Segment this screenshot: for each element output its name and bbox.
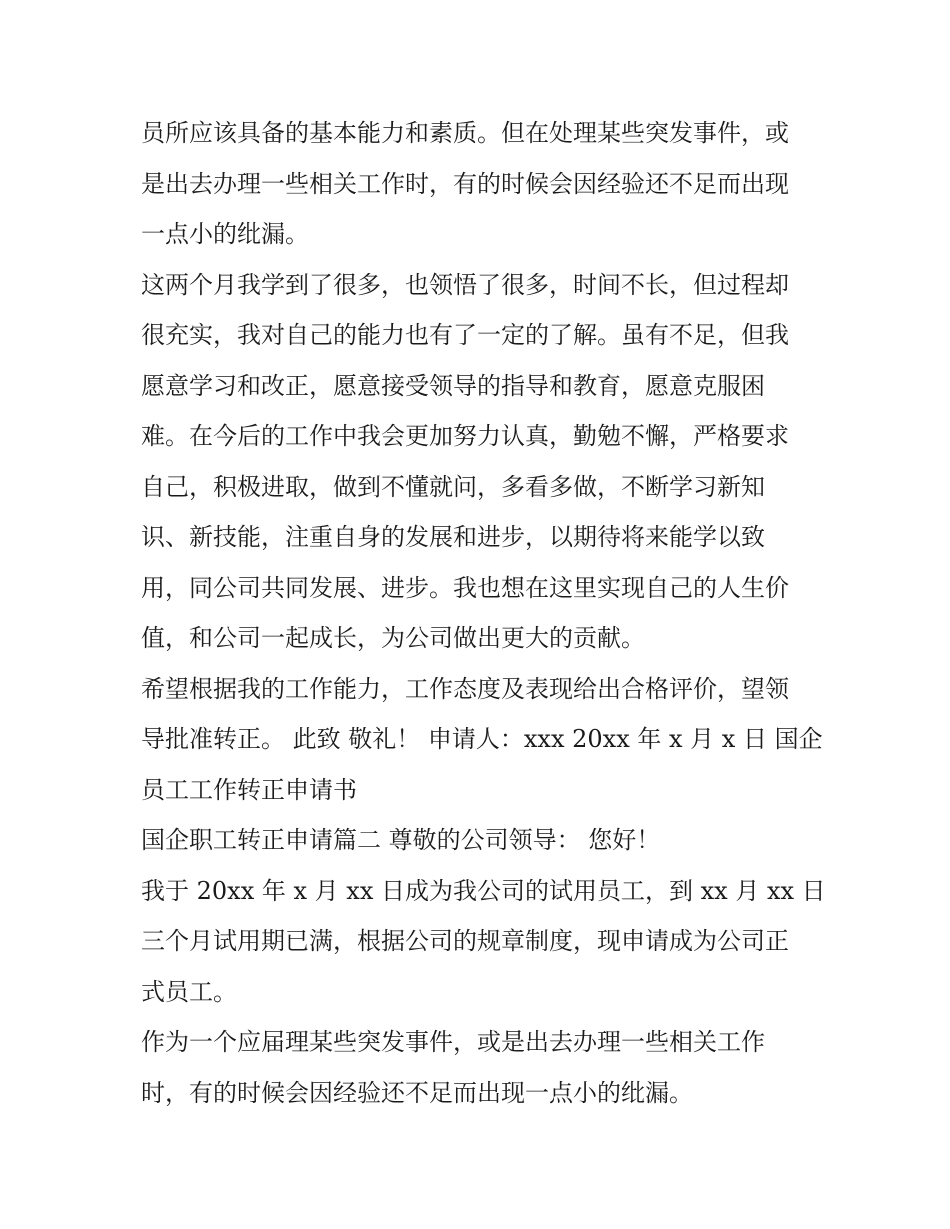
text-line: 自己，积极进取，做到不懂就问，多看多做，不断学习新知: [141, 472, 765, 501]
text-line: 难。在今后的工作中我会更加努力认真，勤勉不懈，严格要求: [141, 422, 789, 450]
document-body: [141, 108, 826, 1118]
text-line: 值，和公司一起成长，为公司做出更大的贡献。: [141, 624, 645, 652]
text-line: 一点小的纰漏。: [141, 220, 309, 248]
paragraph-5: [141, 866, 826, 1018]
text-line: 这两个月我学到了很多，也领悟了很多，时间不长，但过程却: [141, 270, 789, 299]
text-line: 导批准转正。 此致 敬礼！ 申请人：xxx 20xx 年 x 月 x 日 国企: [141, 725, 823, 753]
text-line: 作为一个应届理某些突发事件，或是出去办理一些相关工作: [141, 1028, 765, 1056]
text-line: 希望根据我的工作能力，工作态度及表现给出合格评价，望领: [141, 674, 789, 703]
text-line: 员工工作转正申请书: [141, 775, 357, 804]
text-line: 员所应该具备的基本能力和素质。但在处理某些突发事件，或: [141, 119, 789, 147]
paragraph-4-heading: [141, 815, 821, 866]
text-line: 识、新技能，注重自身的发展和进步，以期待将来能学以致: [141, 523, 765, 551]
text-line: 三个月试用期已满，根据公司的规章制度，现申请成为公司正: [141, 927, 789, 955]
text-line: 式员工。: [141, 977, 237, 1006]
text-line: 愿意学习和改正，愿意接受领导的指导和教育，愿意克服困: [141, 371, 765, 400]
paragraph-2: [141, 260, 821, 664]
text-line: 是出去办理一些相关工作时，有的时候会因经验还不足而出现: [141, 169, 789, 198]
text-line: 国企职工转正申请篇二 尊敬的公司领导： 您好！: [141, 826, 661, 854]
text-line: 我于 20xx 年 x 月 xx 日成为我公司的试用员工，到 xx 月 xx 日: [141, 876, 826, 905]
paragraph-1: [141, 108, 821, 260]
text-line: 用，同公司共同发展、进步。我也想在这里实现自己的人生价: [141, 573, 789, 602]
text-line: 很充实，我对自己的能力也有了一定的了解。虽有不足，但我: [141, 321, 789, 349]
paragraph-6: [141, 1017, 821, 1118]
paragraph-3: [141, 664, 821, 816]
text-line: 时，有的时候会因经验还不足而出现一点小的纰漏。: [141, 1078, 693, 1107]
